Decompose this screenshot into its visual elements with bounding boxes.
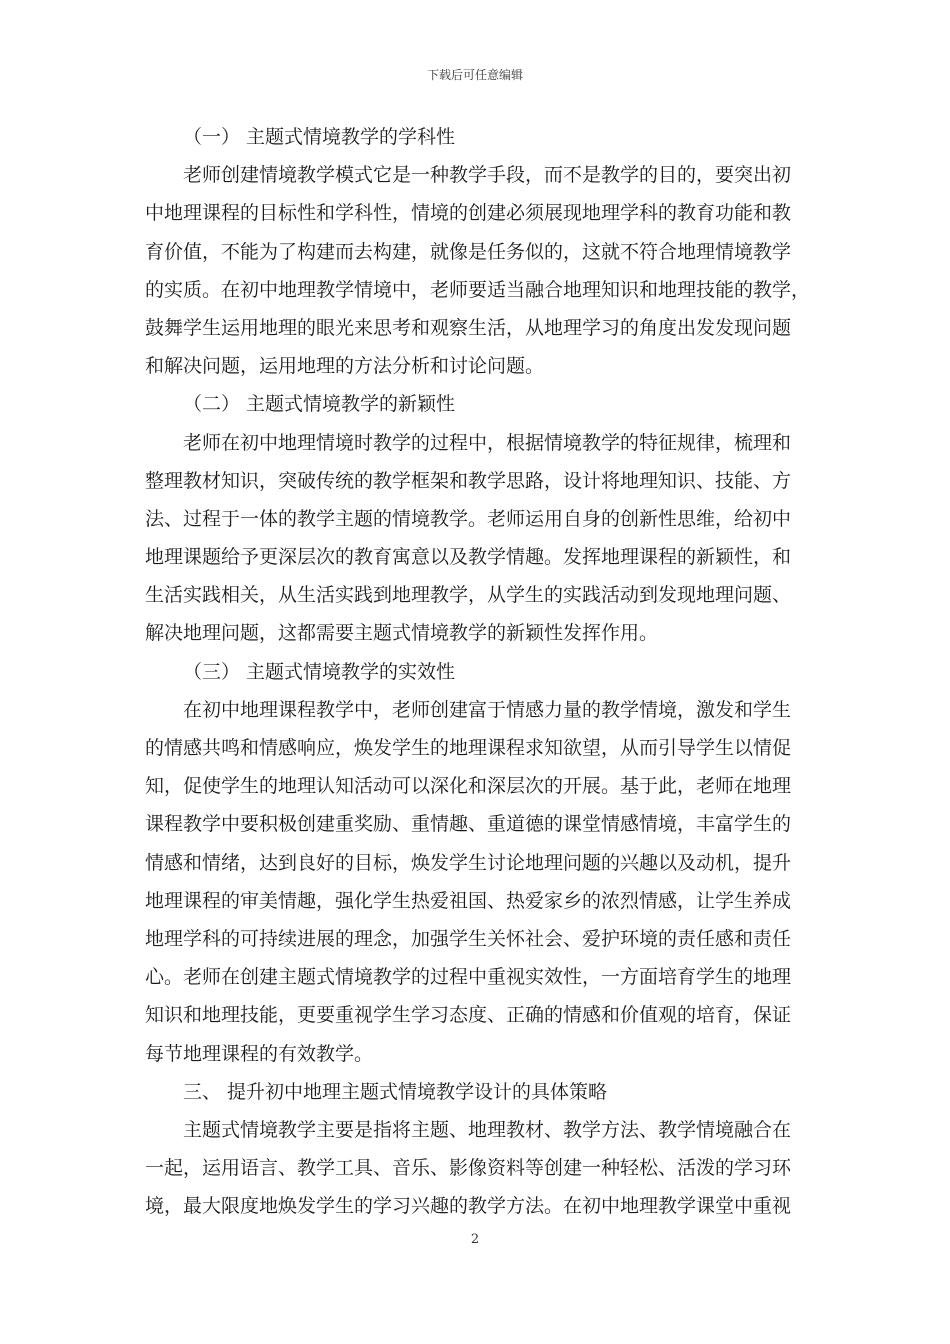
paragraph-line: 解决地理问题，这都需要主题式情境教学的新颖性发挥作用。 bbox=[145, 622, 659, 645]
section-heading: （一） 主题式情境教学的学科性 bbox=[183, 126, 456, 148]
paragraph-line: 境，最大限度地焕发学生的学习兴趣的教学方法。在初中地理教学课堂中重视 bbox=[145, 1195, 792, 1218]
paragraph-line: 地理课程的审美情趣，强化学生热爱祖国、热爱家乡的浓烈情感，让学生养成 bbox=[145, 889, 792, 912]
paragraph-line: 中地理课程的目标性和学科性，情境的创建必须展现地理学科的教育功能和教 bbox=[145, 202, 792, 225]
paragraph-line: 课程教学中要积极创建重奖励、重情趣、重道德的课堂情感情境，丰富学生的 bbox=[145, 813, 792, 836]
paragraph-line: 知，促使学生的地理认知活动可以深化和深层次的开展。基于此，老师在地理 bbox=[145, 775, 792, 798]
page-header: 下载后可任意编辑 bbox=[426, 68, 523, 82]
section-heading: （二） 主题式情境教学的新颖性 bbox=[183, 393, 456, 416]
paragraph-line: 生活实践相关，从生活实践到地理教学，从学生的实践活动到发现地理问题、 bbox=[145, 584, 792, 607]
paragraph-line: 在初中地理课程教学中，老师创建富于情感力量的教学情境，激发和学生 bbox=[183, 698, 792, 721]
paragraph-line: 情感和情绪，达到良好的目标，焕发学生讨论地理问题的兴趣以及动机，提升 bbox=[145, 851, 792, 874]
paragraph-line: 知识和地理技能，更要重视学生学习态度、正确的情感和价值观的培育，保证 bbox=[145, 1004, 792, 1027]
section-heading: 三、 提升初中地理主题式情境教学设计的具体策略 bbox=[183, 1080, 608, 1103]
paragraph-line: 整理教材知识，突破传统的教学框架和教学思路，设计将地理知识、技能、方 bbox=[145, 469, 792, 492]
paragraph-line: 的实质。在初中地理教学情境中，老师要适当融合地理知识和地理技能的教学， bbox=[145, 278, 811, 301]
paragraph-line: 主题式情境教学主要是指将主题、地理教材、教学方法、教学情境融合在 bbox=[183, 1118, 792, 1141]
paragraph-line: 心。老师在创建主题式情境教学的过程中重视实效性，一方面培育学生的地理 bbox=[145, 966, 792, 989]
page-number: 2 bbox=[470, 1232, 480, 1247]
paragraph-line: 育价值，不能为了构建而去构建，就像是任务似的，这就不符合地理情境教学 bbox=[145, 240, 792, 263]
paragraph-line: 的情感共鸣和情感响应，焕发学生的地理课程求知欲望，从而引导学生以情促 bbox=[145, 737, 792, 759]
paragraph-line: 老师在初中地理情境时教学的过程中，根据情境教学的特征规律，梳理和 bbox=[183, 431, 792, 454]
paragraph-line: 法、过程于一体的教学主题的情境教学。老师运用自身的创新性思维，给初中 bbox=[145, 507, 792, 530]
paragraph-line: 地理课题给予更深层次的教育寓意以及教学情趣。发挥地理课程的新颖性，和 bbox=[145, 546, 792, 569]
paragraph-line: 每节地理课程的有效教学。 bbox=[145, 1042, 374, 1065]
section-heading: （三） 主题式情境教学的实效性 bbox=[183, 660, 456, 683]
paragraph-line: 和解决问题，运用地理的方法分析和讨论问题。 bbox=[145, 355, 545, 378]
paragraph-line: 老师创建情境教学模式它是一种教学手段，而不是教学的目的，要突出初 bbox=[183, 164, 792, 187]
paragraph-line: 一起，运用语言、教学工具、音乐、影像资料等创建一种轻松、活泼的学习环 bbox=[145, 1157, 792, 1180]
document-body bbox=[145, 118, 821, 1225]
paragraph-line: 鼓舞学生运用地理的眼光来思考和观察生活，从地理学习的角度出发发现问题 bbox=[145, 316, 792, 339]
paragraph-line: 地理学科的可持续进展的理念，加强学生关怀社会、爱护环境的责任感和责任 bbox=[145, 927, 792, 950]
